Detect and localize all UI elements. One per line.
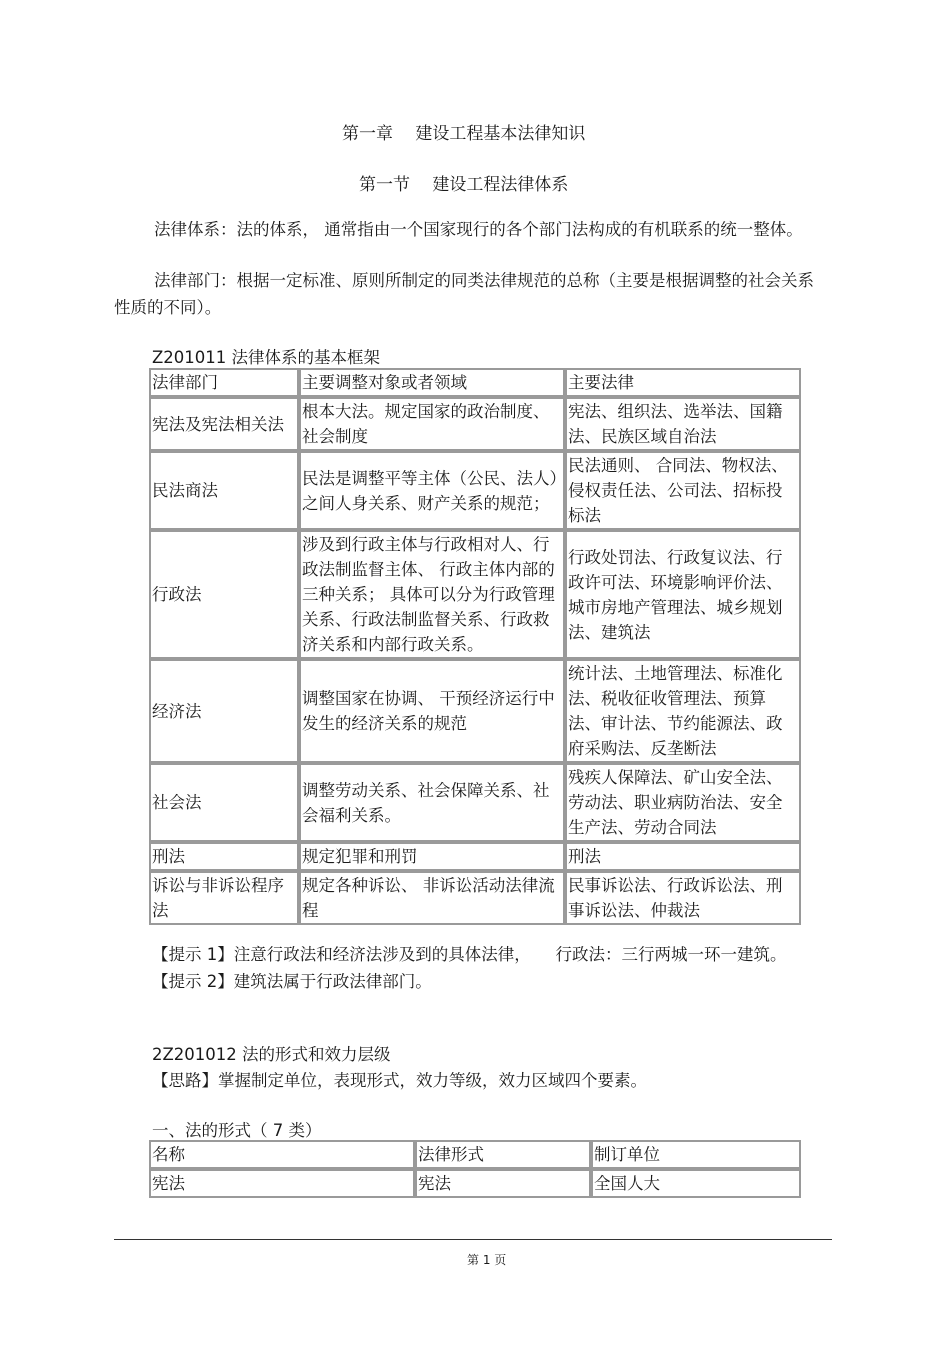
table-cell: 根本大法。规定国家的政治制度、社会制度 [299, 397, 565, 451]
table-cell: 统计法、土地管理法、标准化法、税收征收管理法、预算法、审计法、节约能源法、政府采购法、反垄断法 [565, 659, 801, 763]
table-row [149, 397, 801, 451]
table-cell: 调整国家在协调、 干预经济运行中发生的经济关系的规范 [299, 659, 565, 763]
table-row [149, 871, 801, 925]
legal-framework-table [149, 368, 801, 925]
section-title: 第一节 建设工程法律体系 [359, 175, 569, 195]
table-cell: 残疾人保障法、矿山安全法、劳动法、职业病防治法、安全生产法、劳动合同法 [565, 763, 801, 842]
table-row [149, 659, 801, 763]
table-row [149, 530, 801, 659]
table-row [149, 763, 801, 842]
header-cell: 法律部门 [149, 368, 299, 397]
table-cell: 诉讼与非诉讼程序法 [149, 871, 299, 925]
table-cell: 宪法及宪法相关法 [149, 397, 299, 451]
tip-2: 【提示 2】建筑法属于行政法律部门。 [152, 972, 432, 991]
table-cell: 宪法 [149, 1169, 415, 1198]
table-cell: 涉及到行政主体与行政相对人、行政法制监督主体、 行政主体内部的三种关系； 具体可以分为行政管理关系、行政法制监督关系、行政救济关系和内部行政关系。 [299, 530, 565, 659]
law-forms-table [149, 1140, 801, 1198]
table-header-row [149, 368, 801, 397]
table-cell: 民法商法 [149, 451, 299, 530]
table-cell: 宪法、组织法、选举法、国籍法、民族区域自治法 [565, 397, 801, 451]
page-number: 第 1 页 [467, 1253, 507, 1267]
table-cell: 规定犯罪和刑罚 [299, 842, 565, 871]
tip-1: 【提示 1】注意行政法和经济法涉及到的具体法律， 行政法：三行两城一环一建筑。 [152, 945, 787, 964]
table-cell: 刑法 [565, 842, 801, 871]
table1-caption: Z201011 法律体系的基本框架 [152, 348, 381, 367]
table-cell: 社会法 [149, 763, 299, 842]
table-cell: 规定各种诉讼、 非诉讼活动法律流程 [299, 871, 565, 925]
table-cell: 全国人大 [591, 1169, 801, 1198]
table-cell: 经济法 [149, 659, 299, 763]
section2-subheading: 一、法的形式（ 7 类） [152, 1121, 322, 1140]
table-cell: 宪法 [415, 1169, 591, 1198]
table-cell: 调整劳动关系、社会保障关系、社会福利关系。 [299, 763, 565, 842]
intro-paragraph-legal-department: 法律部门：根据一定标准、原则所制定的同类法律规范的总称（主要是根据调整的社会关系性质的不同）。 [114, 271, 814, 317]
footer-divider [114, 1239, 832, 1240]
table-cell: 民事诉讼法、行政诉讼法、刑事诉讼法、仲裁法 [565, 871, 801, 925]
table-row [149, 842, 801, 871]
header-cell: 法律形式 [415, 1140, 591, 1169]
table-header-row [149, 1140, 801, 1169]
header-cell: 制订单位 [591, 1140, 801, 1169]
section2-heading: 2Z201012 法的形式和效力层级 [152, 1045, 391, 1064]
table-cell: 行政法 [149, 530, 299, 659]
table-cell: 刑法 [149, 842, 299, 871]
header-cell: 名称 [149, 1140, 415, 1169]
table-cell: 民法是调整平等主体（公民、法人）之间人身关系、财产关系的规范； [299, 451, 565, 530]
header-cell: 主要调整对象或者领域 [299, 368, 565, 397]
table-row [149, 1169, 801, 1198]
header-cell: 主要法律 [565, 368, 801, 397]
section2-idea: 【思路】掌握制定单位，表现形式，效力等级，效力区域四个要素。 [152, 1071, 647, 1090]
table-cell: 民法通则、 合同法、物权法、侵权责任法、公司法、招标投标法 [565, 451, 801, 530]
table-row [149, 451, 801, 530]
chapter-title: 第一章 建设工程基本法律知识 [342, 124, 586, 144]
intro-paragraph-legal-system: 法律体系：法的体系， 通常指由一个国家现行的各个部门法构成的有机联系的统一整体。 [154, 220, 803, 239]
table-cell: 行政处罚法、行政复议法、行政许可法、环境影响评价法、城市房地产管理法、城乡规划法、建筑法 [565, 530, 801, 659]
